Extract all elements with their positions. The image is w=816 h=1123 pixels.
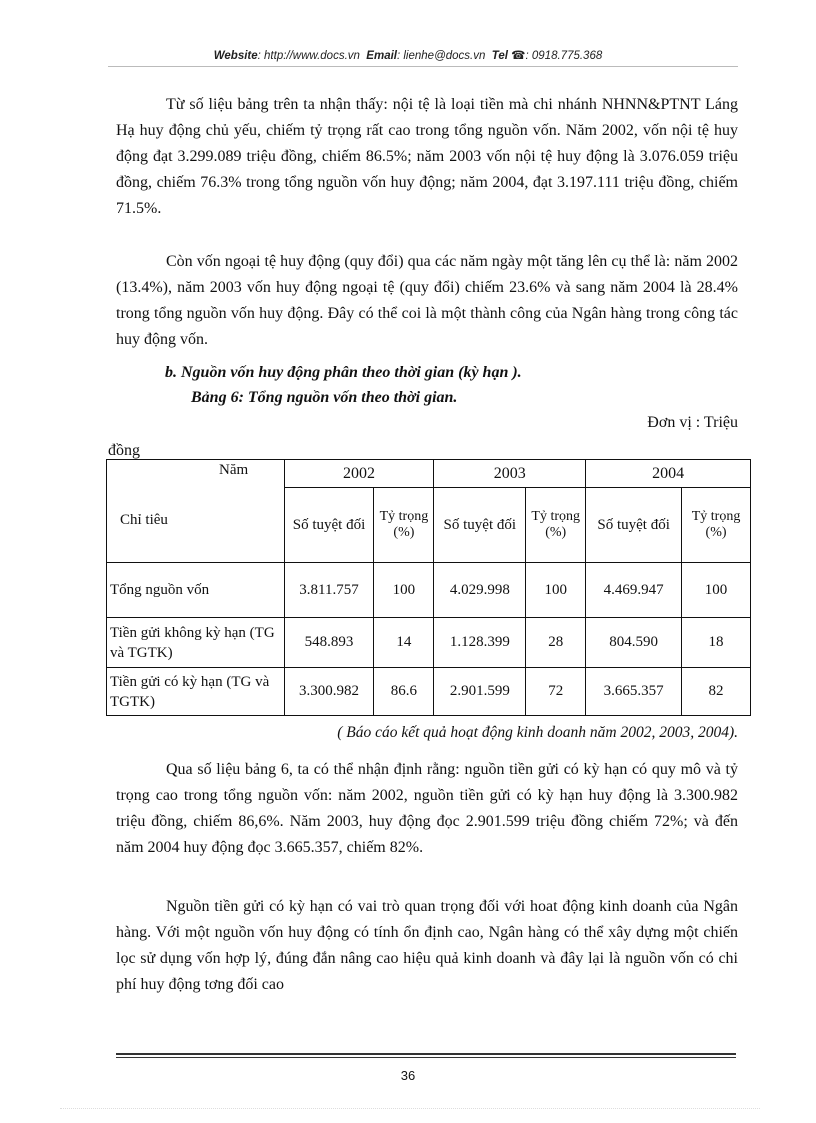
paragraph-4: Nguồn tiền gửi có kỳ hạn có vai trò quan trọng đối với hoat động kinh doanh của Ngân hàng. Với một nguồn vốn huy động có tính ổn định cao, Ngân hàng có thể xây dựng một chiến lọc sử dụng vốn hợp lý, đúng đắn nâng cao hiệu quả kinh doanh và đây lại là nguồn vốn có chi phí huy động tơng đối cao (116, 898, 738, 993)
corner-header-cell (107, 460, 285, 563)
cell-value: 804.590 (586, 618, 682, 668)
cell-percent: 18 (682, 618, 751, 668)
table-row (107, 668, 751, 716)
footer-divider (116, 1057, 736, 1058)
corner-year-label: Năm (219, 462, 249, 478)
cell-percent: 14 (374, 618, 434, 668)
subheader-percent: Tỷ trọng (%) (374, 488, 434, 563)
tel-value: : 0918.775.368 (525, 50, 603, 62)
subheader-percent: Tỷ trọng (%) (526, 488, 586, 563)
cell-value: 3.300.982 (284, 668, 374, 716)
email-value: : lienhe@docs.vn (396, 50, 486, 62)
header-divider (108, 66, 738, 67)
phone-icon: ☎ (511, 50, 526, 62)
email-label: Email (366, 50, 397, 62)
cell-value: 3.811.757 (284, 563, 374, 618)
table-row (107, 563, 751, 618)
cell-value: 1.128.399 (434, 618, 526, 668)
unit-label-wrap: đồng (108, 442, 140, 459)
year-header-2002: 2002 (284, 460, 434, 488)
cell-value: 4.029.998 (434, 563, 526, 618)
tel-label: Tel (491, 50, 508, 62)
website-label: Website (213, 50, 258, 62)
cell-percent: 86.6 (374, 668, 434, 716)
page-edge-divider (60, 1108, 760, 1109)
subheader-percent: Tỷ trọng (%) (682, 488, 751, 563)
subheader-absolute: Số tuyệt đối (434, 488, 526, 563)
cell-value: 2.901.599 (434, 668, 526, 716)
table-title: Bảng 6: Tổng nguồn vốn theo thời gian. (191, 389, 458, 406)
capital-by-term-table (106, 459, 751, 716)
year-header-2003: 2003 (434, 460, 586, 488)
page-number: 36 (400, 1068, 416, 1083)
unit-label: Đơn vị : Triệu (647, 414, 738, 431)
cell-percent: 82 (682, 668, 751, 716)
row-label: Tiền gửi không kỳ hạn (TG và TGTK) (107, 618, 285, 668)
paragraph-1: Từ số liệu bảng trên ta nhận thấy: nội tệ là loại tiền mà chi nhánh NHNN&PTNT Láng Hạ huy động chủ yếu, chiếm tỷ trọng rất cao trong tổng nguồn vốn. Năm 2002, vốn nội tệ huy động đạt 3.299.089 triệu đồng, chiếm 86.5%; năm 2003 vốn nội tệ huy động là 3.076.059 triệu đồng, chiếm 76.3% trong tổng nguồn vốn huy động; năm 2004, đạt 3.197.111 triệu đồng, chiếm 71.5%. (116, 96, 738, 217)
page-header (0, 48, 816, 62)
corner-indicator-label: Chỉ tiêu (120, 512, 168, 528)
row-label: Tổng nguồn vốn (107, 563, 285, 618)
cell-percent: 28 (526, 618, 586, 668)
cell-value: 548.893 (284, 618, 374, 668)
cell-percent: 100 (374, 563, 434, 618)
row-label: Tiền gửi có kỳ hạn (TG và TGTK) (107, 668, 285, 716)
year-header-2004: 2004 (586, 460, 751, 488)
cell-percent: 100 (682, 563, 751, 618)
source-note: ( Báo cáo kết quả hoạt động kinh doanh năm 2002, 2003, 2004). (337, 724, 738, 741)
website-value: : http://www.docs.vn (257, 50, 360, 62)
paragraph-3: Qua số liệu bảng 6, ta có thể nhận định rằng: nguồn tiền gửi có kỳ hạn có quy mô và tỷ trọng cao trong tổng nguồn vốn: năm 2002, nguồn tiền gửi có kỳ hạn huy động là 3.300.982 triệu đồng, chiếm 86,6%. Năm 2003, huy động đọc 2.901.599 triệu đồng chiếm 72%; và đến năm 2004 huy động đọc 3.665.357, chiếm 82%. (116, 761, 738, 856)
cell-value: 3.665.357 (586, 668, 682, 716)
cell-percent: 100 (526, 563, 586, 618)
footer-divider (116, 1053, 736, 1055)
paragraph-2: Còn vốn ngoại tệ huy động (quy đổi) qua các năm ngày một tăng lên cụ thể là: năm 2002 (13.4%), năm 2003 vốn huy động ngoại tệ (quy đổi) chiếm 23.6% và sang năm 2004 là 28.4% trong tổng nguồn vốn huy động. Đây có thể coi là một thành công của Ngân hàng trong công tác huy động vốn. (116, 253, 738, 348)
subheader-absolute: Số tuyệt đối (284, 488, 374, 563)
cell-value: 4.469.947 (586, 563, 682, 618)
section-heading: b. Nguồn vốn huy động phân theo thời gian (kỳ hạn ). (165, 364, 522, 381)
table-row (107, 618, 751, 668)
subheader-absolute: Số tuyệt đối (586, 488, 682, 563)
cell-percent: 72 (526, 668, 586, 716)
